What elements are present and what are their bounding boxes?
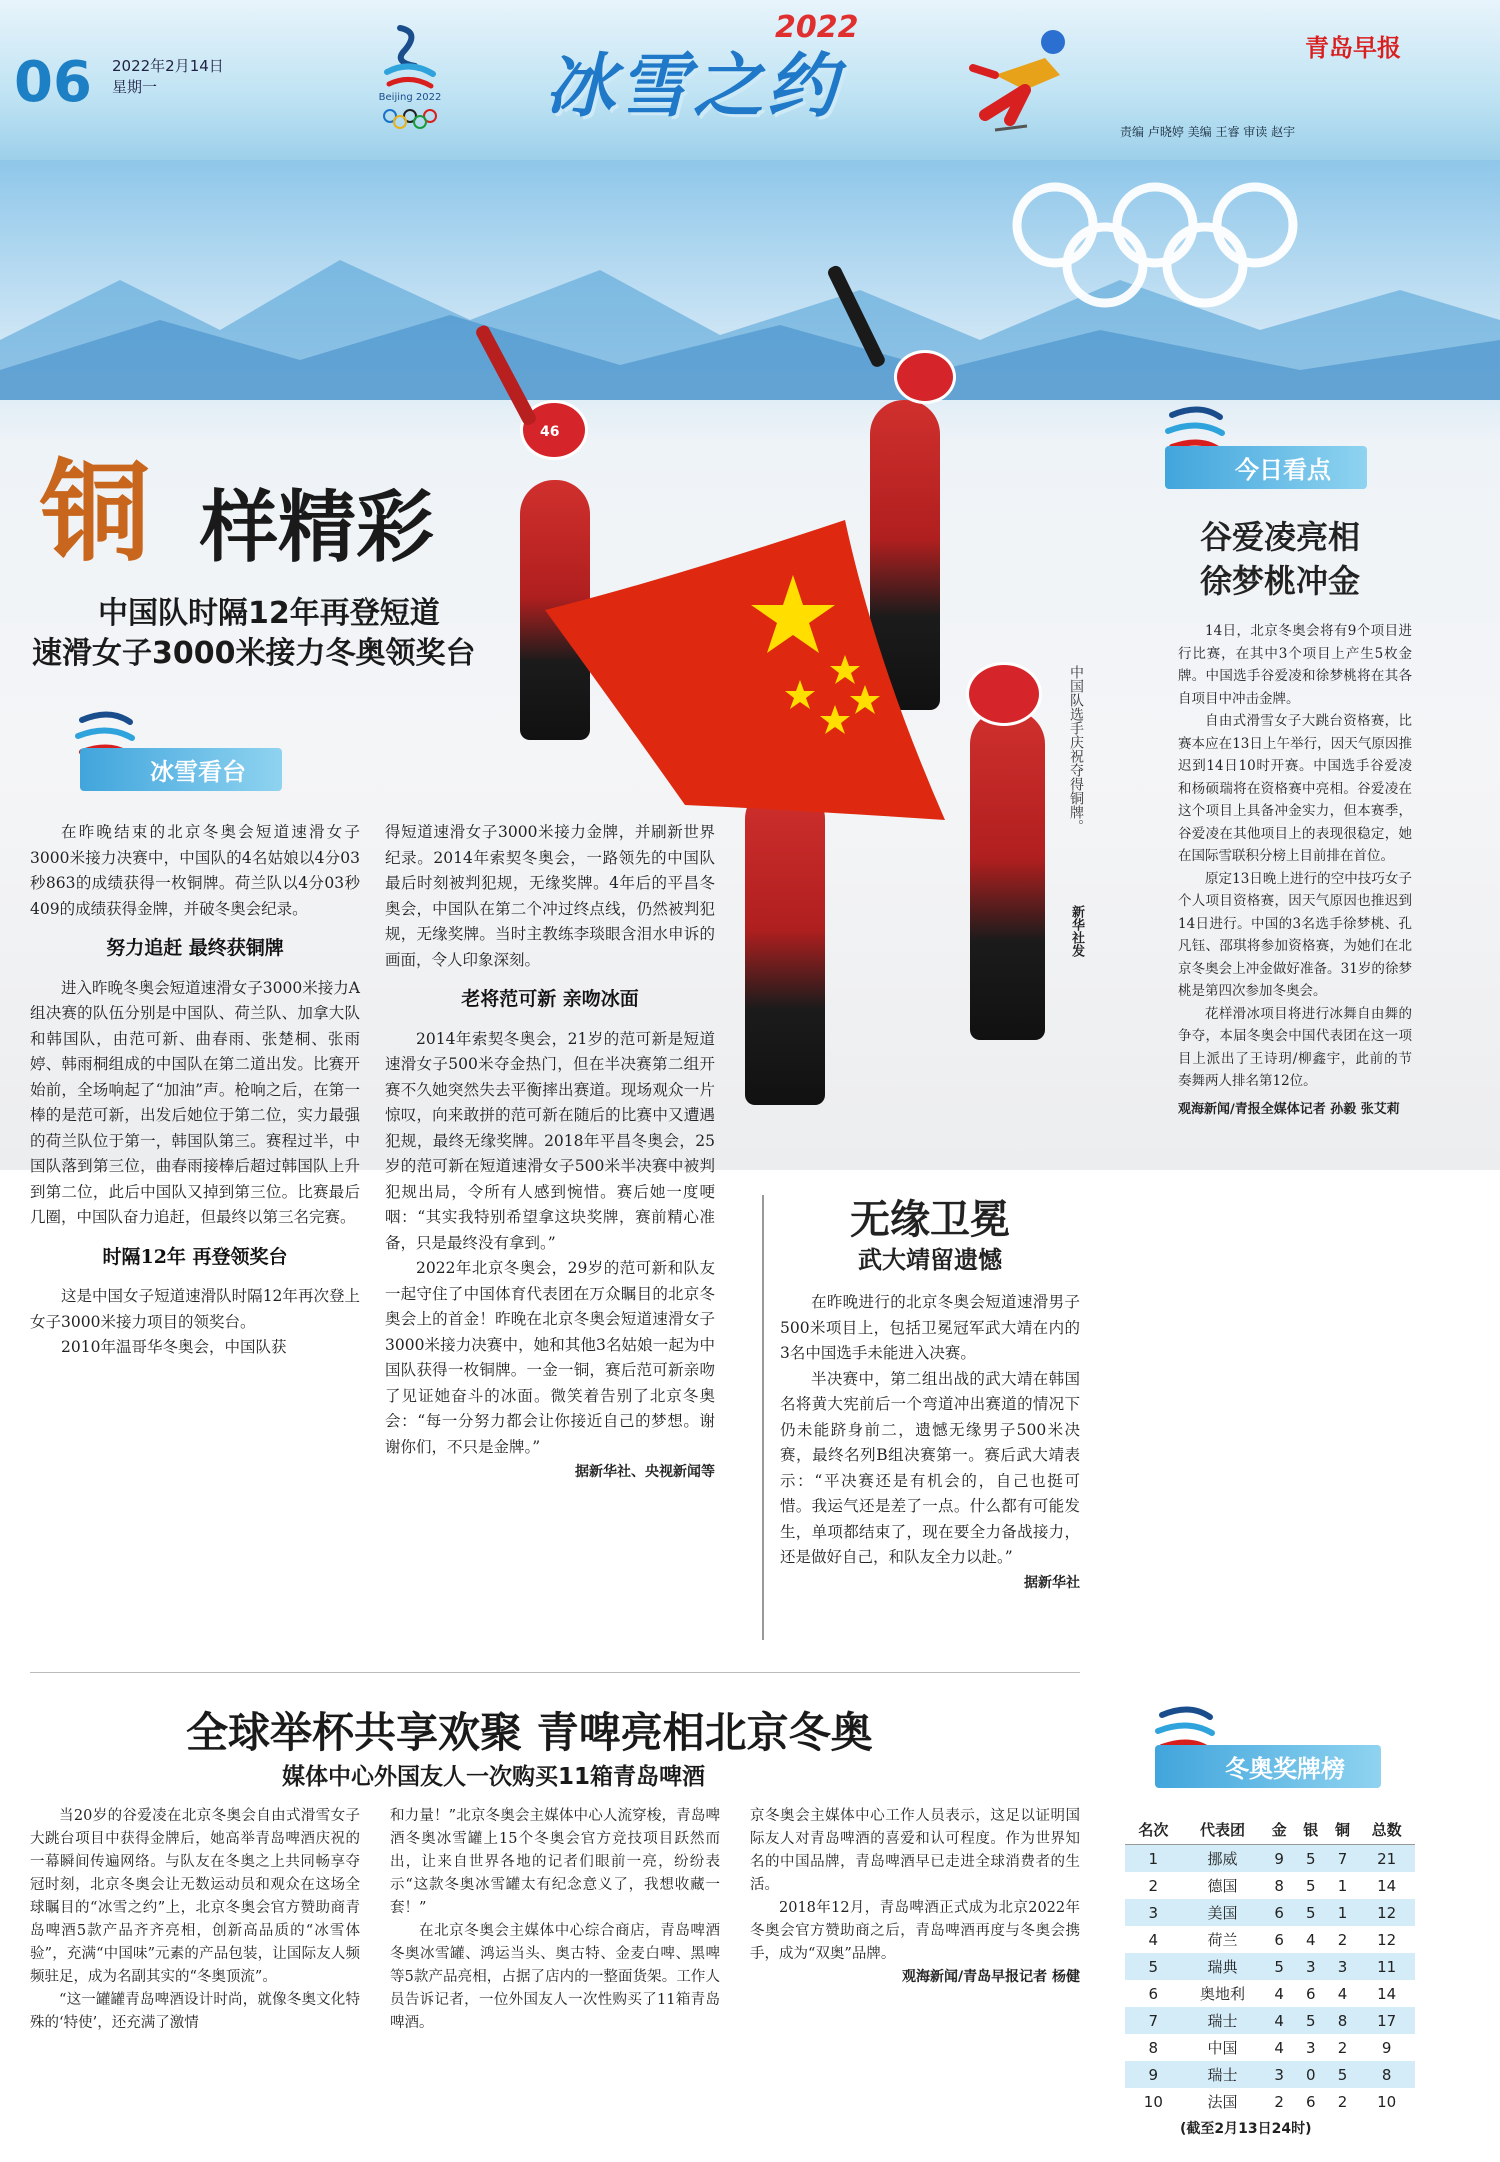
table-cell: 6: [1148, 1984, 1159, 2003]
table-cell: 5: [1295, 1845, 1327, 1873]
paragraph: 半决赛中，第二组出战的武大靖在韩国名将黄大宪前后一个弯道冲出赛道的情况下仍未能跻身前二，遗憾无缘男子500米决赛，最终名列B组决赛第一。赛后武大靖表示：“平决赛还是有机会的，自己也挺可惜。我运气还是差了一点。什么都有可能发生，单项都结束了，现在要全力备战接力，还是做好自己，和队友全力以赴。”: [780, 1369, 1080, 1566]
table-cell: 5: [1125, 1953, 1182, 1980]
byline: 观海新闻/青报全媒体记者 孙毅 张艾莉: [1178, 1101, 1400, 1117]
header-cell: 代表团: [1182, 1815, 1264, 1845]
table-cell: 5: [1295, 2007, 1327, 2034]
paragraph: 得短道速滑女子3000米接力金牌，并刷新世界纪录。2014年索契冬奥会，一路领先的中国队最后时刻被判犯规，无缘奖牌。4年后的平昌冬奥会，中国队在第二个冲过终点线，仍然被判犯规，无缘奖牌。当时主教练李琰眼含泪水申诉的画面，令人印象深刻。: [385, 823, 715, 969]
table-cell: 3: [1125, 1899, 1182, 1926]
relay-article: [30, 820, 360, 1361]
table-cell: 4: [1306, 1930, 1316, 1949]
table-cell: 5: [1295, 1899, 1327, 1926]
paragraph: 进入昨晚冬奥会短道速滑女子3000米接力A组决赛的队伍分别是中国队、荷兰队、加拿大队和韩国队，由范可新、曲春雨、张楚桐、张雨婷、韩雨桐组成的中国队在第二道出发。比赛开始前，全场响起了“加油”声。枪响之后，在第一棒的是范可新，出发后她位于第二位，实力最强的荷兰队位于第一，韩国队第三。赛程过半，中国队落到第三位，曲春雨接棒后超过韩国队上升到第二位，此后中国队又掉到第三位。比赛最后几圈，中国队奋力追赶，但最终以第三名完赛。: [30, 978, 360, 1226]
table-cell: 10: [1143, 2092, 1163, 2111]
table-row: [1125, 2088, 1415, 2115]
olympic-rings-icon: [1005, 180, 1305, 310]
helmet: [966, 662, 1042, 726]
bottom-divider: [30, 1672, 1080, 1673]
table-cell: 8: [1148, 2038, 1159, 2057]
medal-table-header: [1125, 1815, 1415, 1845]
section-heading: 努力追赶 最终获铜牌: [106, 937, 284, 959]
header-cell: 金: [1263, 1815, 1295, 1845]
column-year: 2022: [775, 10, 859, 45]
table-row: [1125, 2061, 1415, 2088]
paragraph: 2018年12月，青岛啤酒正式成为北京2022年冬奥会官方赞助商之后，青岛啤酒再度与冬奥会携手，成为“双奥”品牌。: [750, 1900, 1080, 1962]
table-cell: 5: [1327, 2061, 1359, 2088]
table-cell: 4: [1148, 1930, 1159, 1949]
beer-article-col2: [390, 1805, 720, 2035]
paragraph: 原定13日晚上进行的空中技巧女子个人项目资格赛，因天气原因也推迟到14日进行。中国的3名选手徐梦桃、孔凡钰、邵琪将参加资格赛，为她们在北京冬奥会上冲金做好准备。31岁的徐梦桃是第四次参加冬奥会。: [1178, 870, 1412, 999]
table-cell: 11: [1358, 1953, 1415, 1980]
table-cell: 法国: [1207, 2093, 1238, 2111]
table-cell: 21: [1358, 1845, 1415, 1873]
table-cell: 4: [1274, 2038, 1284, 2057]
paragraph: 2010年温哥华冬奥会，中国队获: [61, 1338, 287, 1356]
wu-article-subheadline: 武大靖留遗憾: [858, 1246, 1002, 1274]
table-cell: 9: [1263, 1845, 1295, 1873]
table-cell: 4: [1263, 2007, 1295, 2034]
photo-credit: 新华社发: [1069, 905, 1084, 957]
byline: 观海新闻/青岛早报记者 杨健: [902, 1969, 1080, 1985]
subheadline-line1: 中国队时隔12年再登短道: [98, 596, 440, 631]
helmet-number: 46: [540, 424, 560, 440]
table-cell: 10: [1377, 2092, 1397, 2111]
byline: 据新华社、央视新闻等: [575, 1464, 715, 1480]
newspaper-name: 青岛早报: [1305, 34, 1401, 62]
table-cell: 0: [1295, 2061, 1327, 2088]
side-headline-line1: 谷爱凌亮相: [1199, 518, 1360, 556]
section-heading: 老将范可新 亲吻冰面: [461, 988, 639, 1010]
header-cell: 总数: [1358, 1815, 1415, 1845]
china-flag-icon: [545, 520, 965, 830]
table-cell: 挪威: [1182, 1845, 1264, 1873]
table-cell: 7: [1327, 1845, 1359, 1873]
table-cell: 12: [1358, 1899, 1415, 1926]
paragraph: 这是中国女子短道速滑队时隔12年再次登上女子3000米接力项目的领奖台。: [30, 1287, 360, 1331]
table-cell: 8: [1274, 1876, 1284, 1895]
table-cell: 2: [1274, 2092, 1284, 2111]
section-tag-today: 今日看点: [1165, 446, 1367, 489]
weekday-text: 星期一: [112, 78, 158, 96]
emblem-caption: Beijing 2022: [378, 92, 442, 103]
table-cell: 2: [1337, 2092, 1348, 2111]
table-row: [1125, 1980, 1415, 2007]
table-cell: 6: [1274, 1930, 1284, 1949]
side-story-headline: [1180, 515, 1380, 603]
table-cell: 6: [1306, 2092, 1316, 2111]
table-cell: 荷兰: [1207, 1931, 1238, 1949]
skater-figure: [970, 700, 1045, 1040]
medal-table-note: (截至2月13日24时): [1180, 2121, 1312, 2137]
table-cell: 14: [1377, 1876, 1397, 1895]
table-cell: 中国: [1207, 2039, 1238, 2057]
table-row: [1125, 2007, 1415, 2034]
date-text: 2022年2月14日: [112, 57, 224, 75]
side-story-body: [1178, 620, 1412, 1121]
beijing-2022-emblem-icon: [375, 20, 445, 130]
table-row: [1125, 1926, 1415, 1953]
beer-article-col3: [750, 1805, 1080, 1989]
headline-highlight: 铜: [40, 449, 150, 577]
table-cell: 美国: [1182, 1899, 1264, 1926]
paragraph: 花样滑冰项目将进行冰舞自由舞的争夺，本届冬奥会中国代表团在这一项目上派出了王诗玥/柳鑫宇，此前的节奏舞两人排名第12位。: [1178, 1005, 1412, 1089]
table-cell: 8: [1327, 2007, 1359, 2034]
table-cell: 3: [1327, 1953, 1359, 1980]
header-cell: 铜: [1327, 1815, 1359, 1845]
table-row: [1125, 1899, 1415, 1926]
table-cell: 7: [1125, 2007, 1182, 2034]
paragraph: 京冬奥会主媒体中心工作人员表示，这足以证明国际友人对青岛啤酒的喜爱和认可程度。作为世界知名的中国品牌，青岛啤酒早已走进全球消费者的生活。: [750, 1808, 1080, 1893]
staff-credits: 责编 卢晓婷 美编 王睿 审读 赵宇: [1120, 125, 1296, 139]
table-cell: 9: [1381, 2038, 1392, 2057]
table-cell: 9: [1125, 2061, 1182, 2088]
table-cell: 瑞士: [1182, 2007, 1264, 2034]
table-cell: 瑞士: [1182, 2061, 1264, 2088]
page-number: 06: [14, 50, 92, 115]
table-cell: 瑞典: [1182, 1953, 1264, 1980]
table-cell: 6: [1263, 1899, 1295, 1926]
medal-table: [1125, 1815, 1415, 2115]
table-row: [1125, 1845, 1415, 1873]
section-tag-medal: 冬奥奖牌榜: [1155, 1745, 1381, 1788]
table-cell: 3: [1306, 2038, 1316, 2057]
paragraph: 14日，北京冬奥会将有9个项目进行比赛，在其中3个项目上产生5枚金牌。中国选手谷爱凌和徐梦桃将在其各自项目中冲击金牌。: [1178, 623, 1412, 707]
helmet: [894, 350, 956, 404]
medal-table-body: [1125, 1845, 1415, 2116]
wu-article-headline: 无缘卫冕: [850, 1197, 1010, 1243]
beer-article-headline: 全球举杯共享欢聚 青啤亮相北京冬奥: [186, 1708, 873, 1757]
header-cell: 名次: [1125, 1815, 1182, 1845]
beer-article-subheadline: 媒体中心外国友人一次购买11箱青岛啤酒: [282, 1764, 706, 1790]
paragraph: 当20岁的谷爱凌在北京冬奥会自由式滑雪女子大跳台项目中获得金牌后，她高举青岛啤酒庆祝的一幕瞬间传遍网络。与队友在冬奥之上共同畅享夺冠时刻，北京冬奥会让无数运动员和观众在这场全球瞩目的“冰雪之约”上，北京冬奥会官方赞助商青岛啤酒5款产品齐齐亮相，创新高品质的“冰雪体验”，充满“中国味”元素的产品包装，让国际友人频频驻足，成为名副其实的“冬奥顶流”。: [30, 1808, 360, 1985]
table-cell: 3: [1295, 1953, 1327, 1980]
table-cell: 3: [1263, 2061, 1295, 2088]
table-cell: 4: [1337, 1984, 1348, 2003]
page-header: [0, 0, 1500, 160]
table-cell: 1: [1327, 1899, 1359, 1926]
paragraph: 和力量！”北京冬奥会主媒体中心人流穿梭，青岛啤酒冬奥冰雪罐上15个冬奥会官方竞技项目跃然而出，让来自世界各地的记者们眼前一亮，纷纷表示“这款冬奥冰雪罐太有纪念意义了，我想收藏一套！”: [390, 1808, 720, 1916]
table-cell: 6: [1306, 1984, 1316, 2003]
issue-date: [112, 56, 224, 98]
paragraph: 在昨晚结束的北京冬奥会短道速滑女子3000米接力决赛中，中国队的4名姑娘以4分03秒863的成绩获得一枚铜牌。荷兰队以4分03秒409的成绩获得金牌，并破冬奥会纪录。: [30, 823, 360, 918]
table-row: [1125, 2034, 1415, 2061]
side-headline-line2: 徐梦桃冲金: [1199, 562, 1360, 600]
paragraph: 2014年索契冬奥会，21岁的范可新是短道速滑女子500米夺金热门，但在半决赛第二组开赛不久她突然失去平衡摔出赛道。现场观众一片惊叹，向来敢拼的范可新在随后的比赛中又遭遇犯规，最终无缘奖牌。2018年平昌冬奥会，25岁的范可新在短道速滑女子500米半决赛中被判犯规出局，令所有人感到惋惜。赛后她一度哽咽：“其实我特别希望拿这块奖牌，赛前精心准备，只是最终没有拿到。”: [385, 1029, 715, 1252]
byline: 据新华社: [1024, 1574, 1080, 1591]
headline: 样精彩: [200, 483, 435, 573]
table-cell: 12: [1377, 1930, 1397, 1949]
table-cell: 8: [1358, 2061, 1415, 2088]
column-divider: [762, 1195, 764, 1640]
column-title: 冰雪之约: [545, 45, 841, 127]
paragraph: “这一罐罐青岛啤酒设计时尚，就像冬奥文化特殊的‘特使’，还充满了激情: [30, 1992, 360, 2031]
section-tag-ice-snow: 冰雪看台: [80, 748, 282, 791]
table-cell: 5: [1263, 1953, 1295, 1980]
table-cell: 17: [1358, 2007, 1415, 2034]
table-cell: 5: [1306, 1876, 1316, 1895]
table-cell: 2: [1148, 1876, 1159, 1895]
paragraph: 在昨晚进行的北京冬奥会短道速滑男子500米项目上，包括卫冕冠军武大靖在内的3名中国选手未能进入决赛。: [780, 1293, 1080, 1362]
section-heading: 时隔12年 再登领奖台: [102, 1245, 288, 1268]
paragraph: 2022年北京冬奥会，29岁的范可新和队友一起守住了中国体育代表团在万众瞩目的北京冬奥会上的首金！昨晚在北京冬奥会短道速滑女子3000米接力决赛中，她和其他3名姑娘一起为中国队获得一枚铜牌。一金一铜，赛后范可新亲吻了见证她奋斗的冰面。微笑着告别了北京冬奥会：“每一分努力都会让你接近自己的梦想。谢谢你们，不只是金牌。”: [385, 1259, 715, 1456]
speed-skater-icon: [965, 20, 1085, 140]
table-cell: 1: [1337, 1876, 1348, 1895]
paragraph: 在北京冬奥会主媒体中心综合商店，青岛啤酒冬奥冰雪罐、鸿运当头、奥古特、金麦白啤、黑啤等5款产品亮相，占据了店内的一整面货架。工作人员告诉记者，一位外国友人一次性购买了11箱青岛啤酒。: [390, 1923, 720, 2031]
subheadline-line2: 速滑女子3000米接力冬奥领奖台: [32, 636, 476, 671]
table-cell: 奥地利: [1199, 1985, 1245, 2003]
table-row: [1125, 1953, 1415, 1980]
table-cell: 2: [1337, 1930, 1348, 1949]
photo-caption: 中国队选手庆祝夺得铜牌。: [1068, 665, 1084, 833]
table-cell: 14: [1377, 1984, 1397, 2003]
header-cell: 银: [1295, 1815, 1327, 1845]
beer-article-col1: [30, 1805, 360, 2035]
wu-article-body: [780, 1290, 1080, 1596]
paragraph: 自由式滑雪女子大跳台资格赛，比赛本应在13日上午举行，因天气原因推迟到14日10时开赛。中国选手谷爱凌和杨硕瑞将在资格赛中亮相。谷爱凌在这个项目上具备冲金实力，但本赛季，谷爱凌在其他项目上的表现很稳定，她在国际雪联积分榜上目前排在首位。: [1178, 713, 1412, 864]
table-cell: 2: [1337, 2038, 1348, 2057]
table-row: [1125, 1872, 1415, 1899]
table-cell: 德国: [1207, 1877, 1238, 1895]
table-cell: 1: [1125, 1845, 1182, 1873]
veteran-article: [385, 820, 715, 1486]
table-cell: 4: [1274, 1984, 1284, 2003]
